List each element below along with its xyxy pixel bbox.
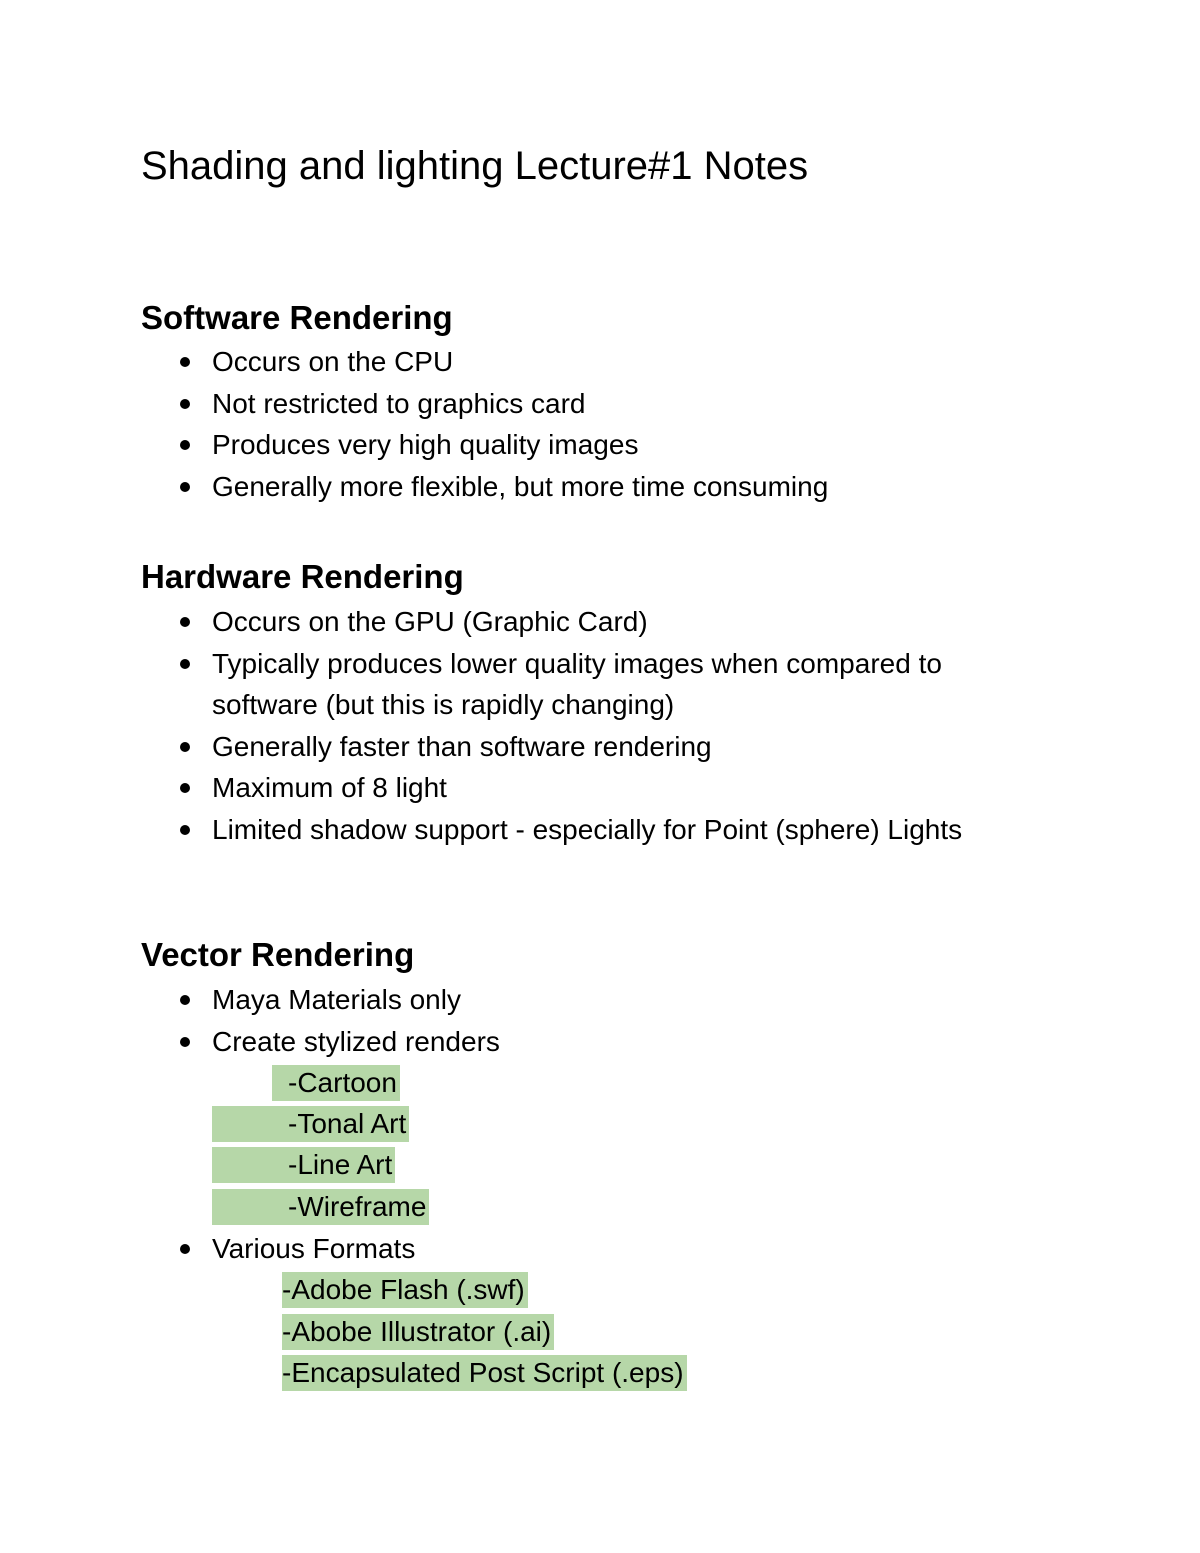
style-item-cartoon: [272, 1065, 400, 1101]
highlighted-text: -Tonal Art: [212, 1106, 409, 1142]
bullet-icon: [180, 742, 190, 752]
list-item: Generally faster than software rendering: [0, 726, 962, 768]
list-item: Occurs on the GPU (Graphic Card): [0, 601, 962, 643]
list-item: Various Formats: [0, 1228, 415, 1270]
bullet-icon: [180, 617, 190, 627]
highlighted-text: -Abobe Illustrator (.ai): [282, 1314, 554, 1350]
bullet-icon: [180, 482, 190, 492]
bullet-icon: [180, 995, 190, 1005]
software-bullet-list: [0, 341, 828, 507]
section-heading-software: Software Rendering: [141, 299, 453, 336]
bullet-icon: [180, 399, 190, 409]
page-title: Shading and lighting Lecture#1 Notes: [141, 144, 809, 188]
vector-bullet-list-a: [0, 979, 500, 1062]
bullet-icon: [180, 659, 190, 669]
section-heading-hardware: Hardware Rendering: [141, 558, 464, 595]
format-item-ai: [282, 1314, 554, 1350]
section-heading-vector: Vector Rendering: [141, 936, 415, 973]
list-item: Not restricted to graphics card: [0, 383, 828, 425]
vector-bullet-list-b: [0, 1228, 415, 1270]
list-item: Occurs on the CPU: [0, 341, 828, 383]
list-item: Maximum of 8 light: [0, 767, 962, 809]
bullet-icon: [180, 1037, 190, 1047]
format-item-swf: [282, 1272, 528, 1308]
highlighted-text: -Adobe Flash (.swf): [282, 1272, 528, 1308]
highlighted-text: -Encapsulated Post Script (.eps): [282, 1355, 687, 1391]
style-item-tonal-art: [212, 1106, 409, 1142]
list-item: Typically produces lower quality images when compared to: [0, 643, 962, 685]
hardware-bullet-list: [0, 601, 962, 850]
style-item-line-art: [212, 1147, 395, 1183]
highlighted-text: -Wireframe: [212, 1189, 429, 1225]
format-item-eps: [282, 1355, 687, 1391]
list-item-continuation: software (but this is rapidly changing): [212, 689, 675, 720]
list-item: Limited shadow support - especially for Point (sphere) Lights: [0, 809, 962, 851]
list-item: Produces very high quality images: [0, 424, 828, 466]
style-item-wireframe: [212, 1189, 429, 1225]
bullet-icon: [180, 783, 190, 793]
highlighted-text: -Cartoon: [272, 1065, 400, 1101]
bullet-icon: [180, 357, 190, 367]
bullet-icon: [180, 440, 190, 450]
bullet-icon: [180, 825, 190, 835]
bullet-icon: [180, 1244, 190, 1254]
highlighted-text: -Line Art: [212, 1147, 395, 1183]
list-item: Maya Materials only: [0, 979, 500, 1021]
list-item: Create stylized renders: [0, 1021, 500, 1063]
list-item: Generally more flexible, but more time consuming: [0, 466, 828, 508]
